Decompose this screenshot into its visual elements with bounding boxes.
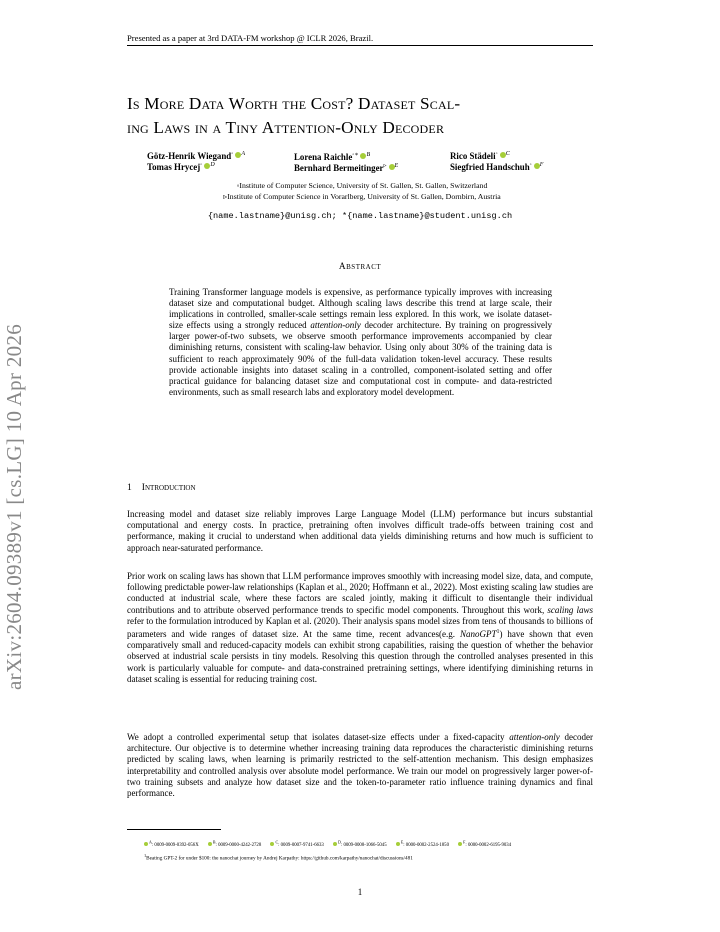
orcid-entry[interactable]: $^F$: 0000-0002-6195-9034 [458,843,511,848]
orcid-footnote [144,839,519,848]
orcid-icon [208,842,212,846]
workshop-header: Presented as a paper at 3rd DATA-FM workshop @ ICLR 2026, Brazil. [127,33,374,43]
author: Tomas Hrycej◦ $^D$ [147,162,215,172]
intro-paragraph-3: We adopt a controlled experimental setup that isolates dataset-size effects under a fixed-capacity attention-only decoder architecture. Our objective is to determine whether increasing training data reproduces the characteristic diminishing returns predicted by scaling laws, when learning is primarily restricted to the self-attention mechanism. This design emphasizes interpretability and controlled analysis over absolute model performance. We train our model on progressively larger power-of-two training subsets and analyze how dataset size and the token-to-parameter ratio influence training dynamics and final performance. [127,732,594,799]
footnote-rule [127,829,221,830]
title-line-1: Is More Data Worth the Cost? Dataset Scal- [127,94,461,113]
orcid-entry[interactable]: $^C$: 0009-0007-9741-6633 [270,843,323,848]
author: Lorena Raichle◦∗ $^B$ [294,152,371,162]
abstract-heading: Abstract [338,262,382,272]
title-line-2: ing Laws in a Tiny Attention-Only Decoder [127,118,445,137]
orcid-icon [396,842,400,846]
author-block [127,151,597,211]
orcid-entry[interactable]: $^B$: 0009-0000-4242-2728 [208,843,261,848]
arxiv-identifier: arXiv:2604.09389v1 [cs.LG] 10 Apr 2026 [2,323,26,690]
intro-paragraph-2: Prior work on scaling laws has shown that LLM performance improves smoothly with increasing model size, data, and compute, following predictable power-law relationships (Kaplan et al., 2020; Hoffmann et al., 2022). Most existing scaling law studies are conducted at industrial scale, where these factors are scaled jointly, making it difficult to disentangle their individual contributions and to attribute observed performance trends to specific model components. Throughout this work, scaling laws refer to the formulation introduced by Kaplan et al. (2020). Their analysis spans model sizes from tens of thousands to billions of parameters and wide ranges of dataset size. At the same time, recent advances(e.g. NanoGPT$^1$) have shown that even comparatively small and reduced-capacity models can exhibit strong capabilities, raising the question of whether the behavior observed at industrial scale persists in tiny models. Resolving this question through the controlled analyses presented in this work is particularly valuable for compute- and data-constrained pretraining settings, where identifying diminishing returns in dataset scaling is essential for reducing training cost. [127,571,594,684]
author: Götz-Henrik Wiegand◦ $^A$ [147,151,246,161]
orcid-entry[interactable]: $^A$: 0009-0009-0392-056X [144,843,199,848]
intro-paragraph-1: Increasing model and dataset size reliably improves Large Language Model (LLM) performance but incurs substantial computational and energy costs. In practice, pretraining often involves difficult trade-offs between training cost and performance, making it crucial to understand when additional data yields diminishing returns and how much is sufficient to approach near-saturated performance. [127,509,593,553]
orcid-icon [144,842,148,846]
author-emails: {name.lastname}@unisg.ch; *{name.lastname}@student.unisg.ch [207,211,513,221]
orcid-icon [270,842,274,846]
page-number: 1 [357,887,363,897]
footnote-1: $^1$Beating GPT-2 for under $100: the nanochat journey by Andrej Karpathy: https://github.com/karpathy/nanochat/discussions/481 [144,853,413,862]
affiliation: ▹Institute of Computer Science in Vorarlberg, University of St. Gallen, Dornbirn, Austria [223,192,501,201]
orcid-entry[interactable]: $^D$: 0009-0008-1066-5045 [333,843,387,848]
section-heading: 1 Introduction [127,482,196,493]
paper-title [127,92,607,140]
footnote-link[interactable]: 1 [496,629,500,636]
orcid-icon [333,842,337,846]
author: Rico Städeli◦ $^C$ [450,151,510,161]
orcid-icon [458,842,462,846]
orcid-entry[interactable]: $^E$: 0000-0002-2524-1850 [396,843,449,848]
author: Siegfried Handschuh◦ $^F$ [450,162,544,172]
author: Bernhard Bermeitinger▹ $^E$ [294,163,399,173]
header-rule [127,45,593,46]
affiliation: ◦Institute of Computer Science, University of St. Gallen, St. Gallen, Switzerland [236,181,488,190]
footnote-link-text[interactable]: Beating GPT-2 for under $100: the nanochat journey by Andrej Karpathy: https://github.com/karpathy/nanochat/discussions/481 [146,855,413,862]
abstract-body: Training Transformer language models is expensive, as performance typically improves with increasing dataset size and computational budget. Although scaling laws describe this trend at large scale, their implications in controlled, smaller-scale settings remain less explored. In this work, we isolate dataset-size effects using a strongly reduced attention-only decoder architecture. By training on progressively larger power-of-two subsets, we observe smooth performance improvements accompanied by clear diminishing returns, consistent with scaling-law behavior. Using only about 30% of the training data is sufficient to reach approximately 90% of the full-data validation token-level accuracy. These results provide actionable insights into dataset scaling in a controlled, component-isolated setting and offer practical guidance for balancing dataset size and computational cost in compute- and data-restricted environments, such as small research labs and exploratory model development. [169,287,553,397]
